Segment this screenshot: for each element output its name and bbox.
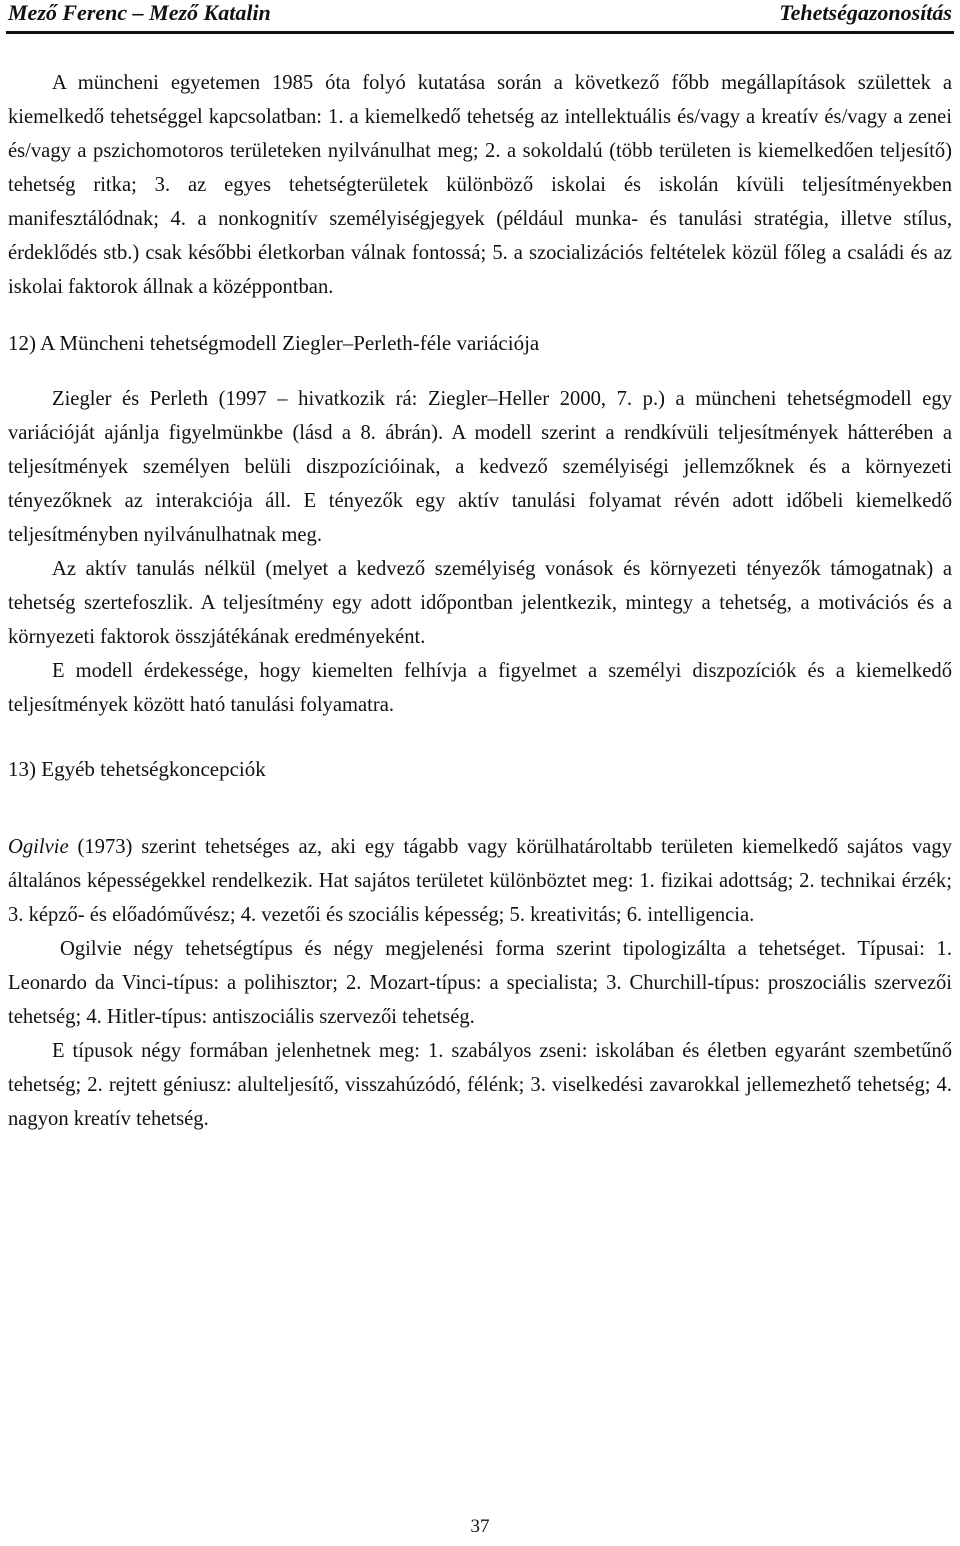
- header-authors: Mező Ferenc – Mező Katalin: [8, 0, 271, 25]
- ogilvie-text: (1973) szerint tehetséges az, aki egy tágabb vagy körülhatároltabb területen kiemelkedő sajátos vagy általános képességekkel rendelkezik. Hat sajátos területet különböztet meg: 1. fizikai adottság; 2. technikai érzék; 3. képző- és előadóművész; 4. vezetői és szociális képesség; 5. kreativitás; 6. intelligencia.: [8, 836, 952, 926]
- paragraph-model-interest: E modell érdekessége, hogy kiemelten felhívja a figyelmet a személyi diszpozíciók és a kiemelkedő teljesítmények között ható tanulási folyamatra.: [8, 660, 952, 716]
- running-header: [8, 0, 952, 30]
- body-text: [8, 66, 952, 1136]
- section-heading-13: 13) Egyéb tehetségkoncepciók: [8, 757, 266, 781]
- ogilvie-name: Ogilvie: [8, 836, 69, 858]
- header-rule: [6, 31, 954, 34]
- page-number: 37: [470, 1516, 490, 1537]
- paragraph-ogilvie: [8, 830, 952, 932]
- header-title: Tehetségazonosítás: [779, 0, 952, 25]
- paragraph-type-forms: E típusok négy formában jelenhetnek meg: 1. szabályos zseni: iskolában és életben egyaránt szembetűnő tehetség; 2. rejtett géniusz: alulteljesítő, visszahúzódó, félénk; 3. viselkedési zavarokkal jellemezhető tehetség; 4. nagyon kreatív tehetség.: [8, 1040, 952, 1130]
- section-heading-12: 12) A Müncheni tehetségmodell Ziegler–Perleth-féle variációja: [8, 331, 540, 355]
- paragraph-active-learning: Az aktív tanulás nélkül (melyet a kedvező személyiség vonások és környezeti tényezők támogatnak) a tehetség szertefoszlik. A teljesítmény egy adott időpontban jelentkezik, mintegy a tehetség, a motivációs és a környezeti faktorok összjátékának eredményeként.: [8, 558, 952, 648]
- paragraph-ogilvie-types: Ogilvie négy tehetségtípus és négy megjelenési forma szerint tipologizálta a tehetséget. Típusai: 1. Leonardo da Vinci-típus: a polihisztor; 2. Mozart-típus: a specialista; 3. Churchill-típus: proszociális szervezői tehetség; 4. Hitler-típus: antiszociális szervezői tehetség.: [8, 938, 952, 1028]
- paragraph-ziegler-perleth: Ziegler és Perleth (1997 – hivatkozik rá: Ziegler–Heller 2000, 7. p.) a müncheni tehetségmodell egy variációját ajánlja figyelmünkbe (lásd a 8. ábrán). A modell szerint a rendkívüli teljesítmények hátterében a teljesítmények személyen belüli diszpozícióinak, a kedvező személyiségi jellemzőknek és a környezeti tényezőknek az interakciója áll. E tényezők egy aktív tanulási folyamat révén adott időbeli kiemelkedő teljesítményben nyilvánulhatnak meg.: [8, 388, 952, 546]
- paragraph-munich-findings: A müncheni egyetemen 1985 óta folyó kutatása során a következő főbb megállapítások születtek a kiemelkedő tehetséggel kapcsolatban: 1. a kiemelkedő tehetség az intellektuális és/vagy a kreatív és/vagy a zenei és/vagy a pszichomotoros területeken nyilvánulhat meg; 2. a sokoldalú (több területen is kiemelkedően teljesítő) tehetség ritka; 3. az egyes tehetségterületek különböző iskolai és iskolán kívüli teljesítményekben manifesztálódnak; 4. a nonkognitív személyiségjegyek (például munka- és tanulási stratégia, illetve stílus, érdeklődés stb.) csak későbbi életkorban válnak fontossá; 5. a szocializációs feltételek közül főleg a családi és az iskolai faktorok állnak a középpontban.: [8, 72, 952, 298]
